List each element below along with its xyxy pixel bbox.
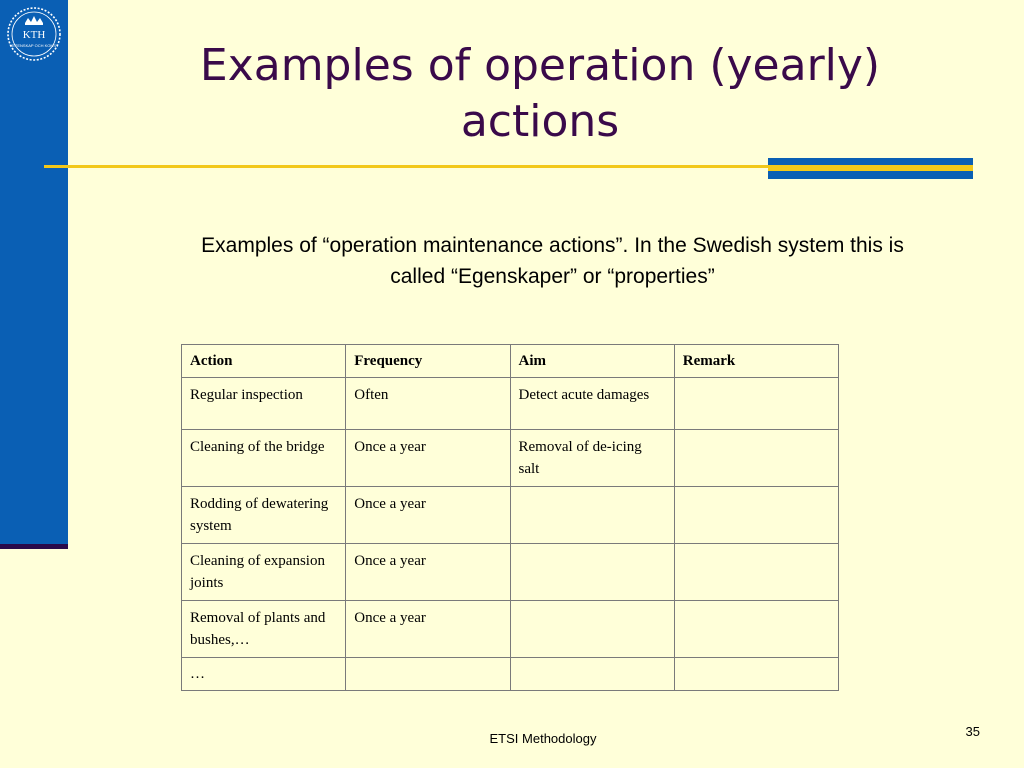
cell-action: … (182, 658, 346, 691)
cell-action: Cleaning of the bridge (182, 430, 346, 487)
cell-frequency: Once a year (346, 601, 510, 658)
cell-frequency: Once a year (346, 487, 510, 544)
cell-aim (510, 601, 674, 658)
cell-remark (674, 601, 838, 658)
table-row (182, 658, 839, 691)
cell-aim (510, 544, 674, 601)
cell-action: Regular inspection (182, 378, 346, 430)
left-brand-bar (0, 0, 68, 544)
page-number: 35 (965, 724, 980, 739)
footer-text: ETSI Methodology (489, 731, 597, 746)
cell-action: Cleaning of expansion joints (182, 544, 346, 601)
intro-text: Examples of “operation maintenance actions”. In the Swedish system this is called “Egenskaper” or “properties” (201, 234, 904, 288)
cell-aim: Removal of de-icing salt (510, 430, 674, 487)
cell-aim (510, 487, 674, 544)
cell-remark (674, 487, 838, 544)
cell-frequency: Often (346, 378, 510, 430)
kth-seal-icon (6, 6, 62, 62)
cell-aim (510, 658, 674, 691)
table-row (182, 601, 839, 658)
slide-title: Examples of operation (yearly) actions (199, 40, 881, 147)
title-rule-flag (768, 158, 973, 179)
table-header-row (182, 345, 839, 378)
cell-remark (674, 378, 838, 430)
logo-ring-text: VETENSKAP OCH KONST (9, 43, 59, 48)
cell-remark (674, 658, 838, 691)
cell-action: Rodding of dewatering system (182, 487, 346, 544)
table-row (182, 544, 839, 601)
left-bar-base (0, 544, 68, 549)
header-aim: Aim (510, 345, 674, 378)
cell-frequency: Once a year (346, 544, 510, 601)
cell-action: Removal of plants and bushes,… (182, 601, 346, 658)
header-remark: Remark (674, 345, 838, 378)
table-row (182, 430, 839, 487)
actions-table (181, 344, 839, 691)
cell-remark (674, 430, 838, 487)
cell-frequency: Once a year (346, 430, 510, 487)
header-frequency: Frequency (346, 345, 510, 378)
cell-frequency (346, 658, 510, 691)
table-row (182, 378, 839, 430)
title-rule (44, 165, 774, 168)
cell-remark (674, 544, 838, 601)
table-row (182, 487, 839, 544)
cell-aim: Detect acute damages (510, 378, 674, 430)
header-action: Action (182, 345, 346, 378)
logo-text: KTH (22, 29, 46, 41)
